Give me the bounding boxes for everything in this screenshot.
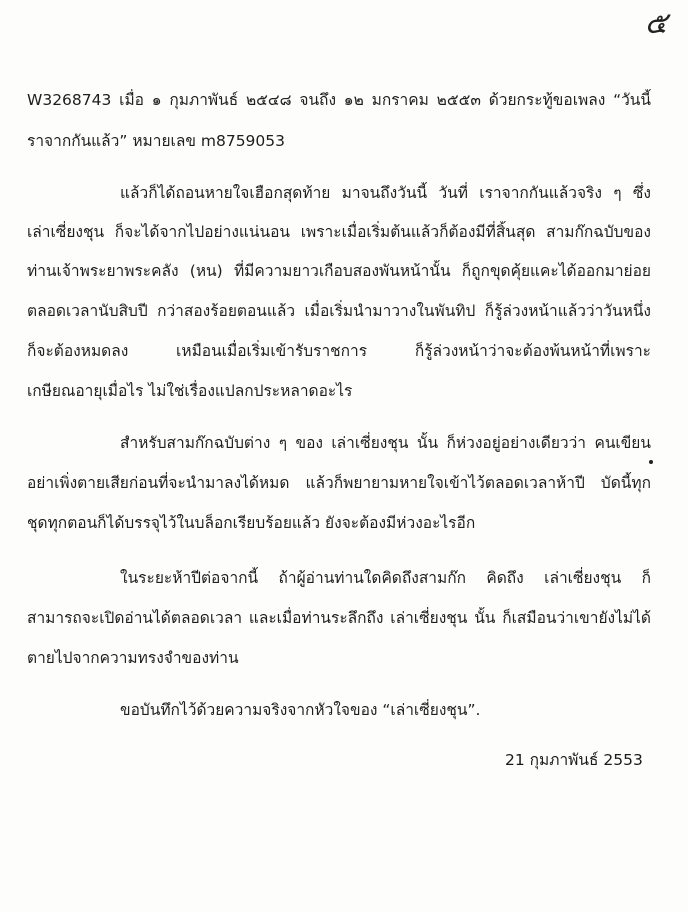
paragraph-2-line-2: เล่าเซี่ยงชุน ก็จะได้จากไปอย่างแน่นอน เพราะเมื่อเริ่มต้นแล้วก็ต้องมีที่สิ้นสุด สามก๊กฉบับของ	[27, 223, 651, 241]
paragraph-3-line-1: สำหรับสามก๊กฉบับต่าง ๆ ของ เล่าเซี่ยงชุน นั้น ก็ห่วงอยู่อย่างเดียวว่า คนเขียน	[120, 434, 651, 452]
page-number: ๕	[644, 6, 668, 41]
paragraph-3-line-2: อย่าเพิ่งตายเสียก่อนที่จะนำมาลงได้หมด แล้วก็พยายามหายใจเข้าไว้ตลอดเวลาห้าปี บัดนี้ทุก	[27, 474, 651, 492]
paragraph-2-line-4: ตลอดเวลานับสิบปี กว่าสองร้อยตอนแล้ว เมื่อเริ่มนำมาวางในพันทิป ก็รู้ล่วงหน้าแล้วว่าวันหนึ่ง	[27, 302, 651, 320]
paragraph-2-line-5: ก็จะต้องหมดลง เหมือนเมื่อเริ่มเข้ารับราชการ ก็รู้ล่วงหน้าว่าจะต้องพ้นหน้าที่เพราะ	[27, 342, 651, 360]
paragraph-1-line-2: ราจากกันแล้ว” หมายเลข m8759053	[27, 132, 285, 150]
paragraph-5-line-1: ขอบันทึกไว้ด้วยความจริงจากหัวใจของ “เล่าเซี่ยงชุน”.	[120, 701, 481, 719]
paragraph-4-line-2: สามารถจะเปิดอ่านได้ตลอดเวลา และเมื่อท่านระลึกถึง เล่าเซี่ยงชุน นั้น ก็เสมือนว่าเขายังไม่ได้	[27, 609, 651, 627]
paragraph-1-line-1: W3268743 เมื่อ ๑ กุมภาพันธ์ ๒๕๔๘ จนถึง ๑๒ มกราคม ๒๕๕๓ ด้วยกระทู้ขอเพลง “วันนี้	[27, 91, 651, 109]
paragraph-3-line-3: ชุดทุกตอนก็ได้บรรจุไว้ในบล็อกเรียบร้อยแล้ว ยังจะต้องมีห่วงอะไรอีก	[27, 514, 476, 532]
paragraph-2-line-3: ท่านเจ้าพระยาพระคลัง (หน) ที่มีความยาวเกือบสองพันหน้านั้น ก็ถูกขุดคุ้ยแคะได้ออกมาย่อย	[27, 262, 651, 280]
paragraph-4-line-1: ในระยะห้าปีต่อจากนี้ ถ้าผู้อ่านท่านใดคิดถึงสามก๊ก คิดถึง เล่าเซี่ยงชุน ก็	[120, 569, 651, 587]
paragraph-2-line-6: เกษียณอายุเมื่อไร ไม่ใช่เรื่องแปลกประหลาดอะไร	[27, 382, 353, 400]
paragraph-4-line-3: ตายไปจากความทรงจำของท่าน	[27, 649, 239, 667]
stray-mark-dot	[649, 460, 653, 464]
signature-date: 21 กุมภาพันธ์ 2553	[505, 751, 643, 769]
paragraph-2-line-1: แล้วก็ได้ถอนหายใจเฮือกสุดท้าย มาจนถึงวันนี้ วันที่ เราจากกันแล้วจริง ๆ ซึ่ง	[120, 184, 651, 202]
